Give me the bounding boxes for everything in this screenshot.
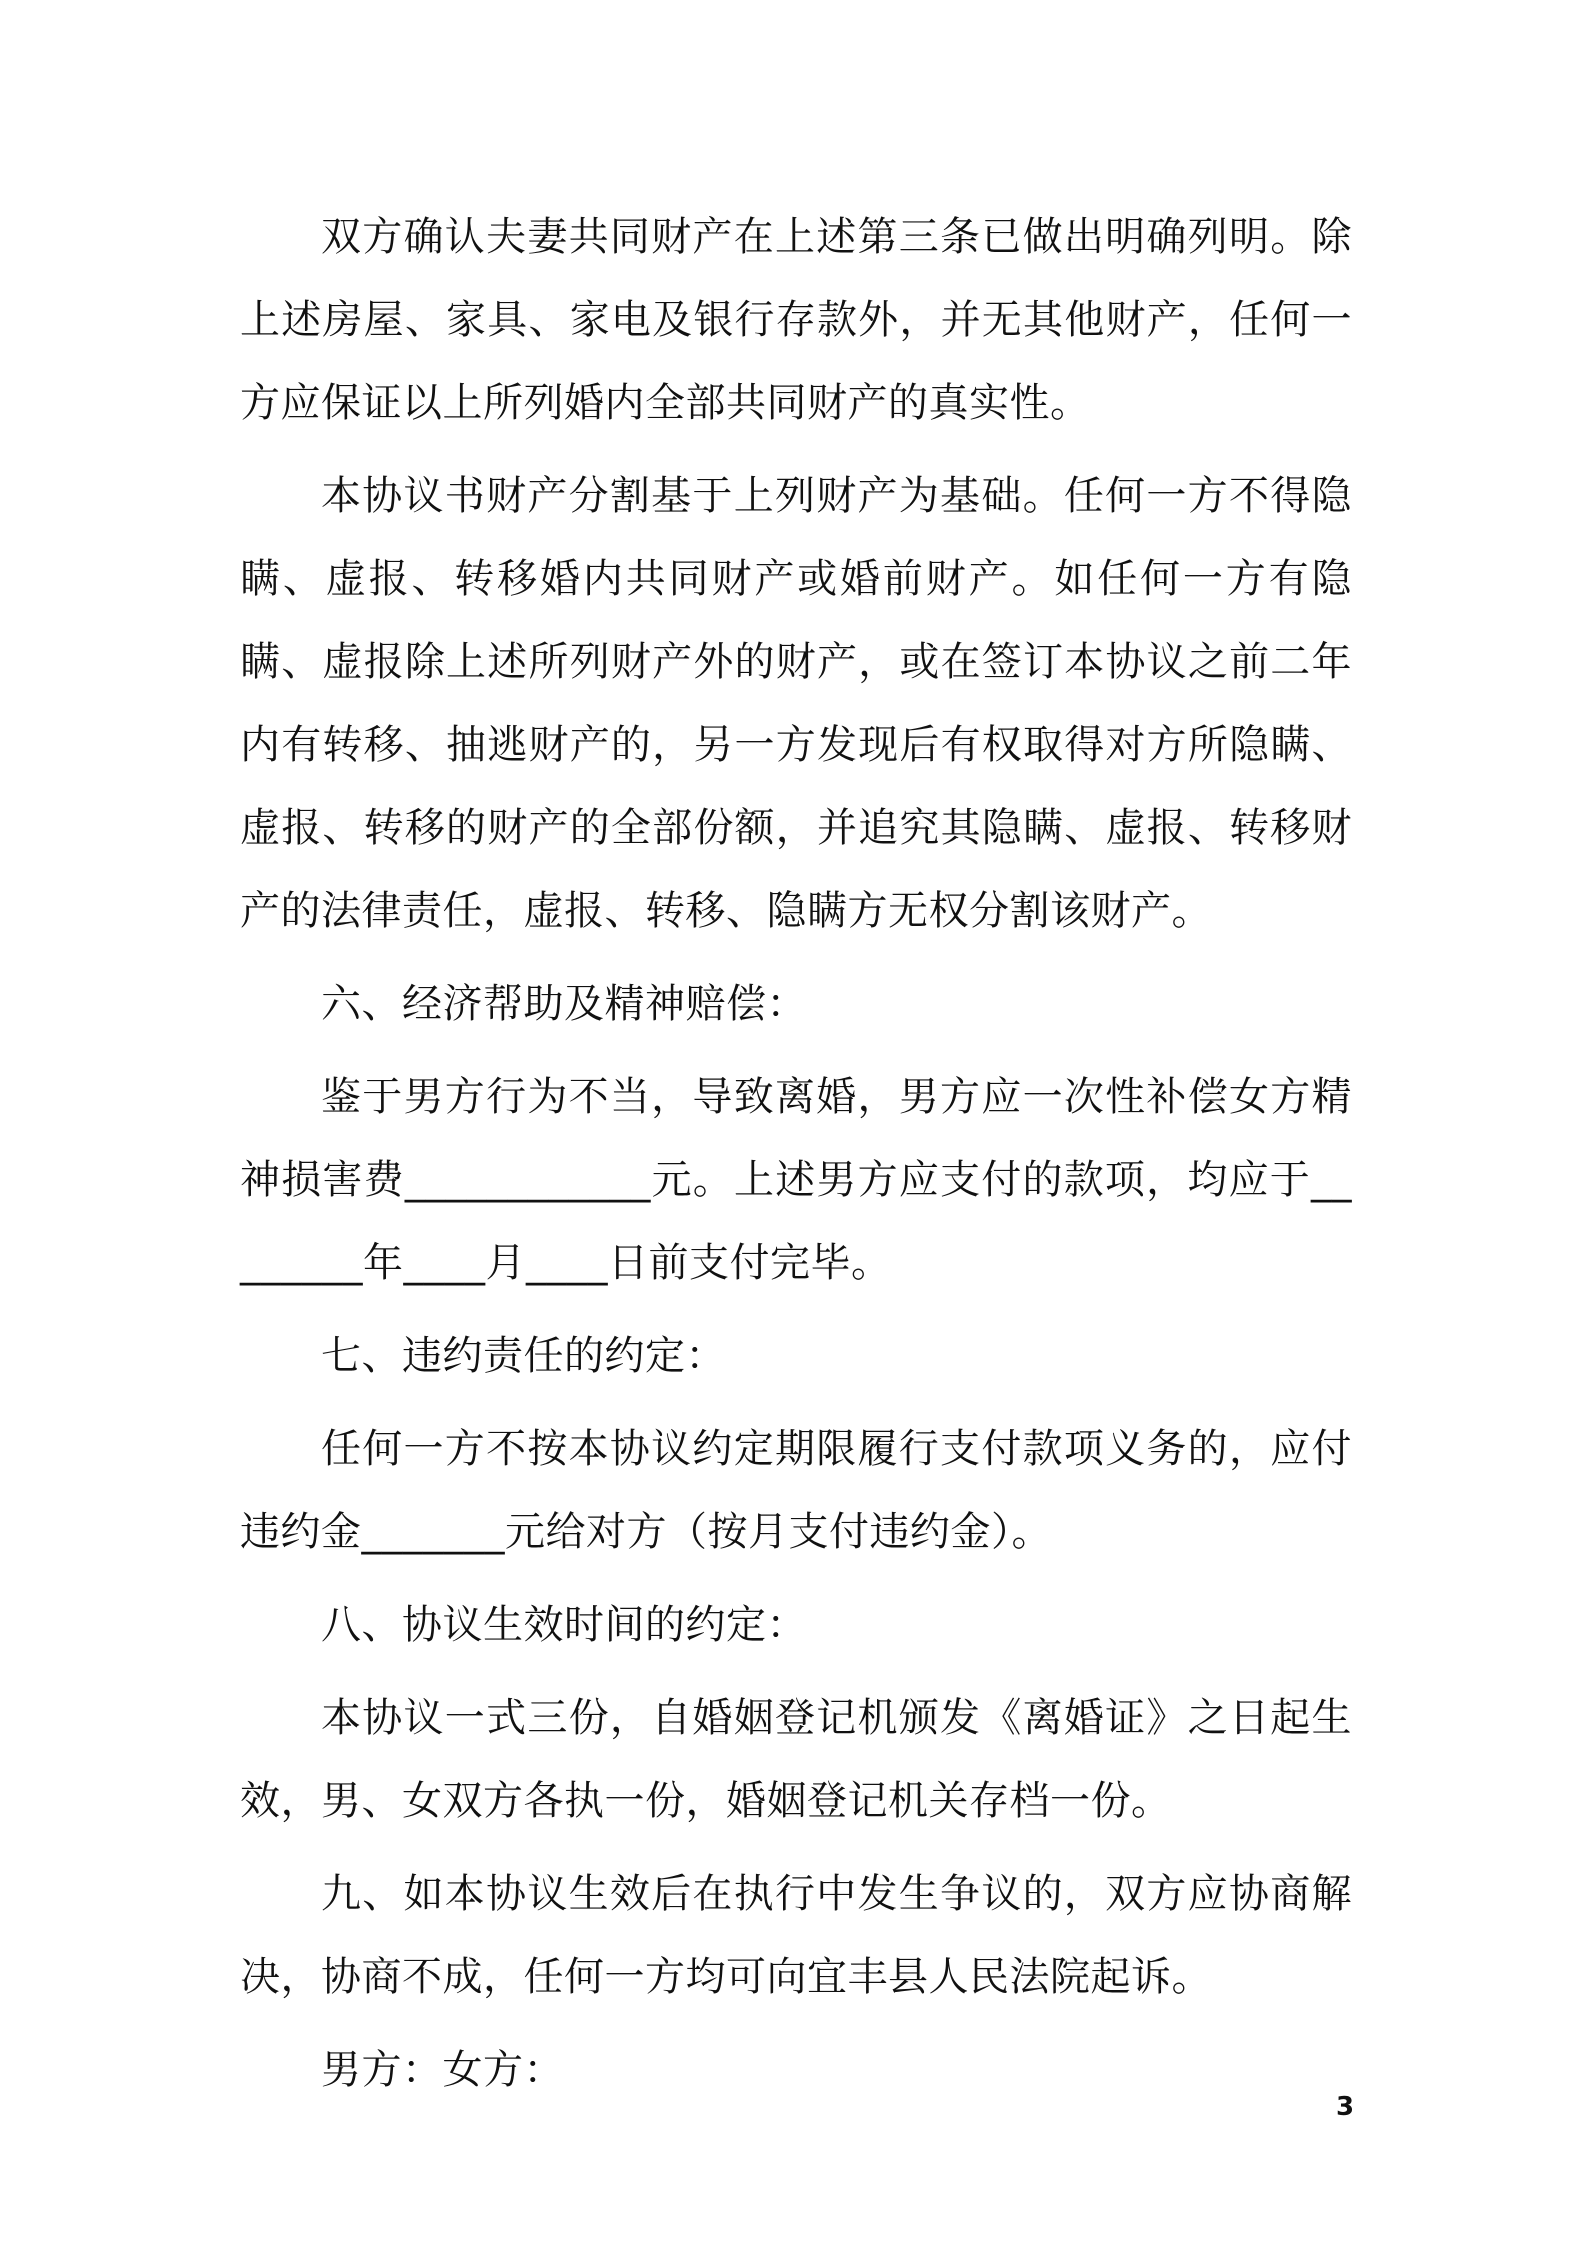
heading-effective-time: 八、协议生效时间的约定： — [321, 1602, 807, 1648]
paragraph-property-division: 本协议书财产分割基于上列财产为基础。任何一方不得隐瞒、虚报、转移婚内共同财产或婚前财产。如任何一方有隐瞒、虚报除上述所列财产外的财产，或在签订本协议之前二年内有转移、抽逃财产的，另一方发现后有权取得对方所隐瞒、虚报、转移的财产的全部份额，并追究其隐瞒、虚报、转移财产的法律责任，虚报、转移、隐瞒方无权分割该财产。 — [240, 473, 1352, 934]
heading-breach-liability: 七、违约责任的约定： — [321, 1333, 726, 1379]
signature-line: 男方：女方： — [321, 2047, 564, 2093]
paragraph-dispute-resolution: 九、如本协议生效后在执行中发生争议的，双方应协商解决，协商不成，任何一方均可向宜丰县人民法院起诉。 — [240, 1871, 1352, 2000]
paragraph-effective: 本协议一式三份，自婚姻登记机颁发《离婚证》之日起生效，男、女双方各执一份，婚姻登记机关存档一份。 — [240, 1695, 1352, 1824]
page-number: 3 — [1336, 2092, 1355, 2122]
paragraph-penalty: 任何一方不按本协议约定期限履行支付款项义务的，应付违约金_______元给对方（按月支付违约金）。 — [240, 1426, 1352, 1555]
document-body — [240, 196, 1355, 2122]
heading-economic-assistance: 六、经济帮助及精神赔偿： — [321, 981, 807, 1027]
paragraph-property-confirmation: 双方确认夫妻共同财产在上述第三条已做出明确列明。除上述房屋、家具、家电及银行存款外，并无其他财产，任何一方应保证以上所列婚内全部共同财产的真实性。 — [240, 214, 1352, 426]
paragraph-compensation: 鉴于男方行为不当，导致离婚，男方应一次性补偿女方精神损害费____________元。上述男方应支付的款项，均应于________年____月____日前支付完毕。 — [240, 1074, 1352, 1286]
